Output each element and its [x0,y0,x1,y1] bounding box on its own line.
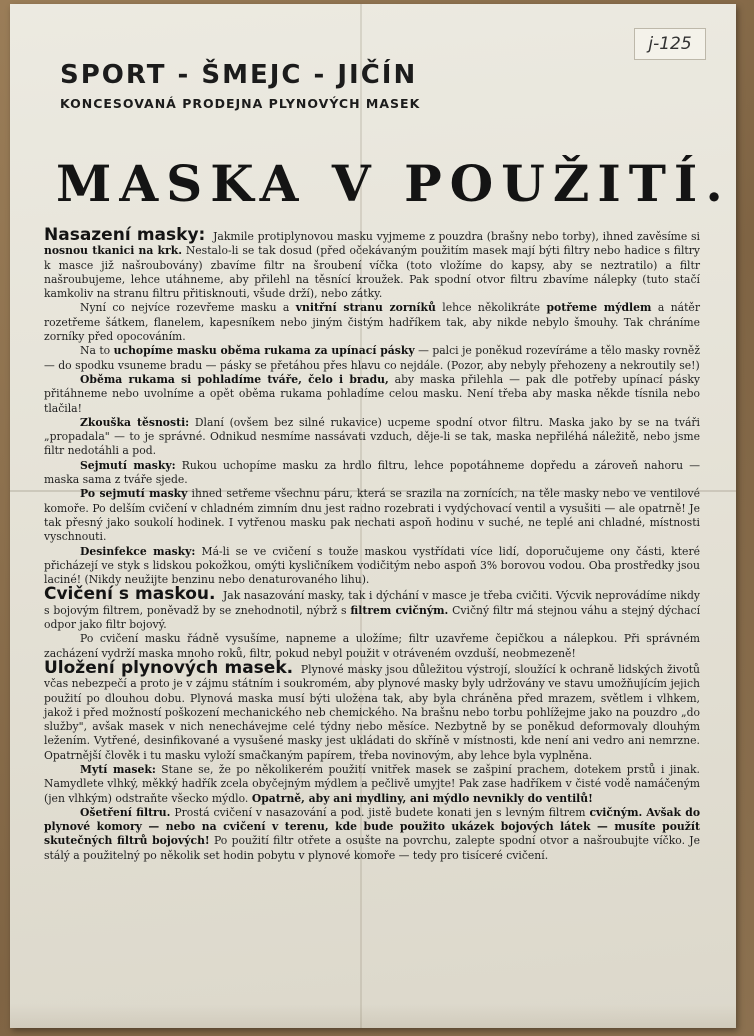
paragraph-text: Rukou uchopíme masku za hrdlo filtru, lehce popotáhneme dopředu a zároveň nahoru — maska sama z tváře sjede. [44,458,700,487]
section-ulozeni [44,657,700,763]
document-body [44,225,701,863]
paragraph-text: Má-li se ve cvičení s touže maskou vystřídati více lidí, doporučujeme ony části, které přicházejí ve styk s lidskou pokožkou, omýti kysličníkem vodičitým nebo aspoň 3% borovou vodou. Oba prostředky jsou laciné! (Nikdy neužijte benzinu nebo denaturovaného lihu). [44,544,701,587]
heading-ulozeni: Uložení plynových masek. [44,657,294,678]
paragraph-pohladime [44,373,700,416]
bold-phrase: Po sejmutí masky [80,487,188,501]
paper-bottom-shadow [10,1004,736,1028]
paragraph-text: ihned setřeme všechnu páru, která se srazila na zornících, na těle masky nebo ve ventilové komoře. Po delším cvičení v chladném zimním dnu jest radno rozebrati i vydýchovací ventil a vysušiti — ale opatrně! Je tak přesný jako soukolí hodinek. I vytřenou masku pak nechati aspoň hodinu v suché, ne teplé ani chladné, místnosti vyschnouti. [44,487,700,544]
paragraph-sejmuti [44,459,700,488]
paragraph-text: Stane se, že po několikerém použití vnitřek masek se zašpiní prachem, dotekem prstů i jinak. Namydlete vlhký, měkký hadřík zcela obyčejným mýdlem a pečlivě umyjte! Pak zase hadříkem v čisté vodě namáčeným (jen vlhkým) odstraňte všecko mýdlo. [44,762,700,805]
paragraph-text: Dlaní (ovšem bez silné rukavice) ucpeme spodní otvor filtru. Maska jako by se na tváři „propadala" — to je správné. Odnikud nesmíme nassávati vzduch, děje-li se tak, maska nepřiléhá náležitě, nebo jsme filtr nedotáhli a pod. [44,415,700,458]
bold-phrase: uchopíme masku oběma rukama za upínací pásky [113,344,415,358]
paragraph-text: — palci je poněkud rozevíráme a tělo masky rovněž — do spodku vsuneme bradu — pásky se přetáhou přes hlavu co nejdále. (Pozor, aby nebyly přehozeny a nekroutily se!) [44,344,701,372]
bold-phrase: Ošetření filtru. [80,805,171,819]
paragraph-desinfekce [44,545,700,588]
paragraph-text: aby maska přilehla — pak dle potřeby upínací pásky přitáhneme nebo uvolníme a opět oběma rukama pohladíme celou masku. Není třeba aby maska někde tísnila nebo tlačila! [44,372,701,415]
paragraph-text: Jakmile protiplynovou masku vyjmeme z pouzdra (brašny nebo torby), ihned zavěsíme si [213,230,700,243]
section-nasazeni [44,225,700,301]
heading-cviceni: Cvičení s maskou. [44,584,216,605]
paragraph-text: Cvičný filtr má stejnou váhu a stejný dýchací odpor jako filtr bojový. [44,603,701,632]
paragraph-po-sejmuti [44,487,700,544]
inventory-label: j-125 [634,28,706,60]
paragraph-zornik [44,301,700,344]
paragraph-osetreni [44,806,700,863]
paragraph-cviceni-2 [44,632,700,661]
brand-subtitle: KONCESOVANÁ PRODEJNA PLYNOVÝCH MASEK [60,96,421,111]
paragraph-text: Plynové masky jsou důležitou výstrojí, sloužící k ochraně lidských životů včas nebezpečí a proto je v zájmu státním i soukromém, aby plynové masky byly udržovány ve stavu umožňujícím jejich použití po dlouhou dobu. Plynová maska musí býti uložena tak, aby byla chráněna před mrazem, světlem i vlhkem, jakož i před možností poškození mechanického neb chemického. Na brašnu nebo torbu pohlížejme jako na pouzdro „do služby", avšak masek v nich nenechávejme celé týdny nebo měsíce. Nezbytně by se poněkud deformovaly dlouhým ležením. Vytřené, desinfikované a vysušené masky jest ukládati do skříně v místnosti, kde není ani vedro ani nemrzne. Opatrnější člověk i tu masku vyloží smačkaným papírem, třeba novinovým, aby lehce byla vyplněna. [44,662,700,762]
paragraph-text: Po použití filtr otřete a osušte na povrchu, zalepte spodní otvor a našroubujte víčko. Je stálý a použitelný po několik set hodin pobytu v plynové komoře — tedy pro tisíceré cvičení. [44,834,701,862]
paragraph-myti [44,763,700,806]
paragraph-text: Jak nasazování masky, tak i dýchání v masce je třeba cvičiti. Výcvik neprovádíme nikdy s bojovým filtrem, poněvadž by se znehodnotil, nýbrž s [44,589,700,617]
bold-phrase: nosnou tkanici na krk. [44,244,182,258]
paragraph-text: a nátěr rozetřeme šátkem, flanelem, kapesníkem nebo jiným čistým hadříkem tak, aby nikde nebylo šmouhy. Tak chráníme zorníky před opocováním. [44,301,700,344]
heading-nasazeni: Nasazení masky: [44,225,206,245]
paragraph-text: Na to [80,344,111,358]
bold-phrase: filtrem cvičným. [350,603,449,617]
paragraph-uchopime [44,344,700,373]
bold-phrase: Sejmutí masky: [80,458,176,472]
bold-phrase: vnitřní stranu zorníků [295,301,436,315]
paragraph-text: Nyní co nejvíce rozevřeme masku a [80,301,290,315]
section-cviceni [44,584,701,632]
paragraph-text: Nestalo-li se tak dosud (před očekávaným použitím masek mají býti filtry nebo hadice s filtry k masce již našroubovány) zbavíme filtr na šroubení víčka (toto vložíme do kapsy, aby se neztratilo) a filtr našroubujeme, lehce utáhneme, aby přilehl na těsnící kroužek. Pak spodní otvor filtru zbavíme nálepky (tuto stačí kamkoliv na stranu filtru přitisknouti, všude drží), nebo zátky. [44,244,700,301]
bold-phrase: cvičným. [589,805,643,819]
bold-phrase: Mytí masek: [80,762,156,776]
bold-phrase: Desinfekce masky: [80,544,196,558]
paragraph-text: lehce několikráte [442,301,541,315]
paragraph-zkouska [44,416,700,459]
leaflet-page [10,4,736,1028]
bold-phrase: potřeme mýdlem [546,301,652,315]
bold-phrase: Zkouška těsnosti: [80,415,190,429]
bold-phrase: Opatrně, aby ani mydliny, ani mýdlo nevnikly do ventilů! [251,791,593,805]
brand-header: SPORT - ŠMEJC - JIČÍN [60,60,418,90]
bold-phrase: Avšak do plynové komory — nebo na cvičení v terenu, kde bude použito ukázek bojových látek — musíte použít skutečných filtrů bojových! [44,805,701,848]
paragraph-text: Po cvičení masku řádně vysušíme, napneme a uložíme; filtr uzavřeme čepičkou a nálepkou. Při správném zacházení vydrží maska mnoho roků, filtr, pokud nebyl použit v otráveném ovzduší, neobmezeně! [44,632,700,660]
paragraph-text: Prostá cvičení v nasazování a pod. jistě budete konati jen s levným filtrem [174,805,586,819]
bold-phrase: Oběma rukama si pohladíme tváře, čelo i bradu, [80,372,389,386]
document-title: MASKA V POUŽITÍ. [56,154,731,213]
